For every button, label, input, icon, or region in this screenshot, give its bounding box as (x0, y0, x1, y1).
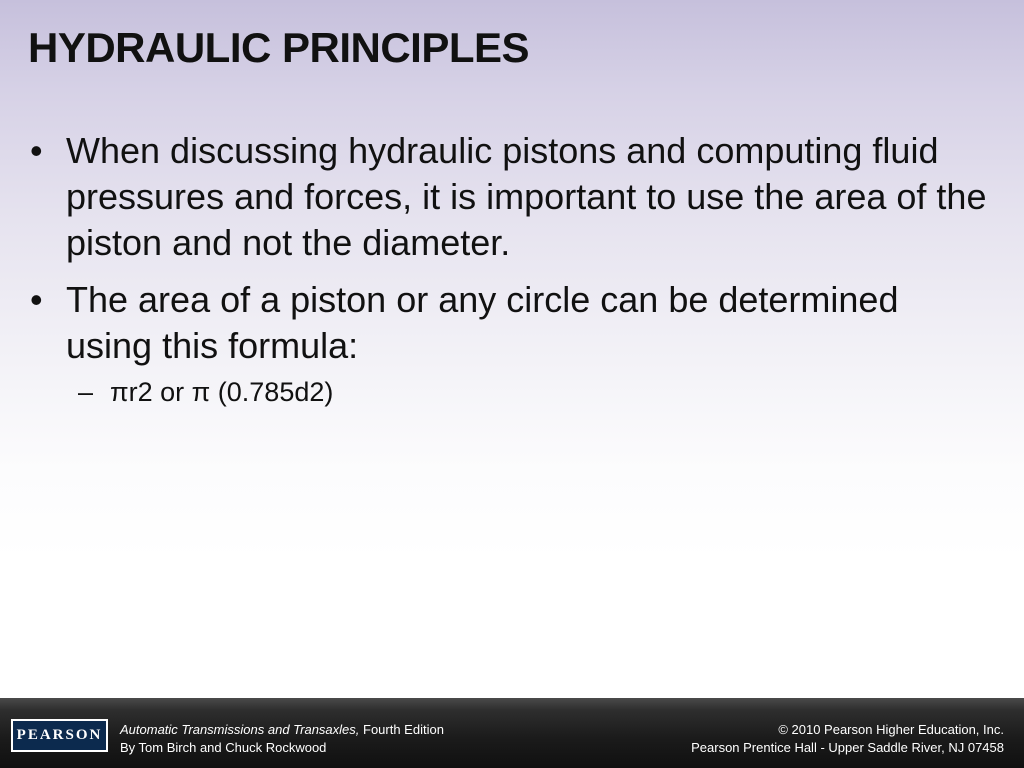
bullet-item (30, 277, 990, 369)
formula-text: πr2 or π (0.785d2) (110, 377, 334, 407)
bullet-marker: • (30, 130, 43, 171)
pearson-logo (11, 719, 108, 752)
bullet-text: When discussing hydraulic pistons and computing fluid pressures and forces, it is important to use the area of the piston and not the diameter. (66, 130, 987, 263)
bullet-text: The area of a piston or any circle can be determined using this formula: (66, 279, 899, 366)
slide-title: HYDRAULIC PRINCIPLES (28, 24, 530, 71)
footer-publisher-info (691, 721, 1004, 757)
bullet-item (30, 128, 990, 266)
book-edition: Fourth Edition (359, 722, 444, 737)
footer-copyright: © 2010 Pearson Higher Education, Inc. (778, 722, 1004, 737)
book-title: Automatic Transmissions and Transaxles, (120, 722, 360, 737)
footer-bar (0, 698, 1024, 768)
footer-authors: By Tom Birch and Chuck Rockwood (120, 740, 327, 755)
sub-bullet-marker: – (78, 377, 94, 407)
footer-book-info (120, 721, 444, 757)
footer-title-line (120, 721, 444, 739)
footer-publisher: Pearson Prentice Hall - Upper Saddle River, NJ 07458 (691, 740, 1004, 755)
sub-bullet-item (30, 374, 990, 410)
logo-text: PEARSON (16, 727, 103, 743)
bullet-marker: • (30, 279, 43, 320)
bullet-list (30, 128, 990, 410)
